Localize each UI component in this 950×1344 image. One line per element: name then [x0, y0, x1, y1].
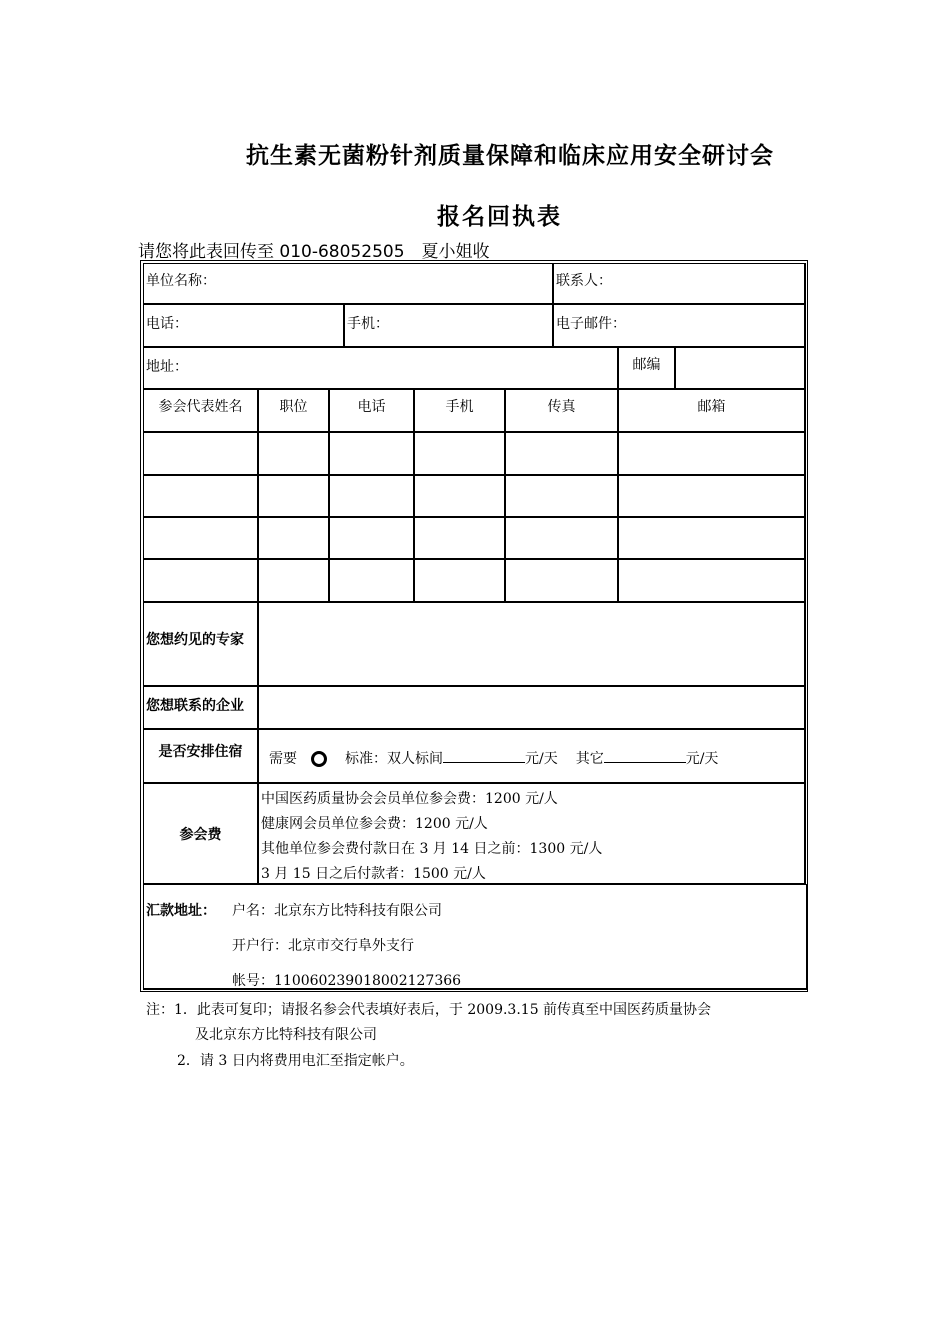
header-name: [143, 389, 259, 433]
header-mobile: [414, 389, 506, 433]
delegate-email-cell[interactable]: [618, 517, 806, 560]
postcode-label-cell: [618, 347, 676, 390]
remit-bank: 开户行：北京市交行阜外支行: [232, 938, 414, 954]
phone-field[interactable]: [143, 304, 345, 348]
mobile-field[interactable]: [344, 304, 554, 348]
experts-field[interactable]: [258, 602, 806, 687]
lodging-standard-text: 标准：双人标间: [345, 751, 443, 767]
delegate-phone-cell[interactable]: [329, 559, 415, 603]
delegate-fax-cell[interactable]: [505, 475, 619, 518]
delegate-email-cell[interactable]: [618, 559, 806, 603]
header-phone-text: 电话: [357, 399, 386, 415]
lodging-field: [258, 729, 806, 784]
header-mobile-text: 手机: [445, 399, 474, 415]
contact-person-field[interactable]: [553, 263, 806, 305]
mobile-label: 手机：: [347, 316, 389, 332]
phone-label: 电话：: [146, 316, 188, 332]
delegate-email-cell[interactable]: [618, 432, 806, 476]
postcode-label: 邮编: [632, 357, 661, 373]
experts-label: 您想约见的专家: [146, 632, 244, 648]
companies-field[interactable]: [258, 686, 806, 730]
address-label: 地址：: [146, 359, 188, 375]
lodging-need-text: 需要: [269, 751, 297, 767]
delegate-name-cell[interactable]: [143, 559, 259, 603]
email-label: 电子邮件：: [556, 316, 626, 332]
header-name-text: 参会代表姓名: [158, 399, 243, 415]
unit-name-field[interactable]: [143, 263, 554, 305]
fee-details: [258, 783, 806, 885]
email-field[interactable]: [553, 304, 806, 348]
delegate-position-cell[interactable]: [258, 475, 330, 518]
delegate-phone-cell[interactable]: [329, 475, 415, 518]
lodging-other-text: 其它: [575, 751, 604, 767]
contact-person-label: 联系人：: [556, 273, 612, 289]
remit-label: 汇款地址：: [146, 903, 216, 919]
note-line-2: 2．请 3 日内将费用电汇至指定帐户。: [177, 1053, 414, 1069]
remit-account-number: 帐号：110060239018002127366: [232, 973, 462, 989]
header-position: [258, 389, 330, 433]
fee-line-3: 其他单位参会费付款日在 3 月 14 日之前：1300 元/人: [261, 841, 603, 857]
experts-label-cell: [143, 602, 259, 687]
form-title: 抗生素无菌粉针剂质量保障和临床应用安全研讨会: [246, 142, 774, 169]
lodging-label: 是否安排住宿: [158, 744, 243, 760]
companies-label: 您想联系的企业: [146, 698, 244, 714]
header-fax-text: 传真: [547, 399, 576, 415]
fee-label: 参会费: [179, 826, 222, 843]
header-email: [618, 389, 806, 433]
unit-name-label: 单位名称：: [146, 273, 216, 289]
delegate-mobile-cell[interactable]: [414, 432, 506, 476]
delegate-mobile-cell[interactable]: [414, 559, 506, 603]
delegate-mobile-cell[interactable]: [414, 475, 506, 518]
lodging-unit2: 元/天: [685, 751, 719, 767]
header-fax: [505, 389, 619, 433]
delegate-position-cell[interactable]: [258, 517, 330, 560]
header-phone: [329, 389, 415, 433]
fee-line-2: 健康网会员单位参会费：1200 元/人: [261, 816, 488, 832]
postcode-field[interactable]: [675, 347, 806, 390]
delegate-name-cell[interactable]: [143, 517, 259, 560]
fee-line-1: 中国医药质量协会会员单位参会费：1200 元/人: [261, 791, 558, 807]
remit-cell: [143, 884, 807, 990]
radio-selected-icon[interactable]: [311, 751, 327, 767]
delegate-email-cell[interactable]: [618, 475, 806, 518]
lodging-unit1: 元/天: [525, 751, 558, 767]
delegate-position-cell[interactable]: [258, 559, 330, 603]
address-field[interactable]: [143, 347, 619, 390]
fax-notice: 请您将此表回传至 010-68052505 夏小姐收: [138, 242, 490, 262]
delegate-fax-cell[interactable]: [505, 432, 619, 476]
remit-account-name: 户名：北京东方比特科技有限公司: [232, 903, 442, 919]
note-line-1b: 及北京东方比特科技有限公司: [195, 1027, 377, 1043]
other-rate-blank[interactable]: [604, 748, 686, 763]
delegate-name-cell[interactable]: [143, 475, 259, 518]
delegate-phone-cell[interactable]: [329, 432, 415, 476]
delegate-name-cell[interactable]: [143, 432, 259, 476]
delegate-mobile-cell[interactable]: [414, 517, 506, 560]
companies-label-cell: [143, 686, 259, 730]
fee-label-cell: [143, 783, 259, 885]
delegate-position-cell[interactable]: [258, 432, 330, 476]
delegate-fax-cell[interactable]: [505, 559, 619, 603]
lodging-options: [269, 748, 718, 768]
header-position-text: 职位: [279, 399, 308, 415]
delegate-phone-cell[interactable]: [329, 517, 415, 560]
room-rate-blank[interactable]: [443, 748, 525, 763]
form-subtitle: 报名回执表: [437, 203, 562, 230]
delegate-fax-cell[interactable]: [505, 517, 619, 560]
fee-line-4: 3 月 15 日之后付款者：1500 元/人: [261, 866, 486, 882]
header-email-text: 邮箱: [697, 399, 726, 415]
lodging-label-cell: [143, 729, 259, 784]
note-line-1: 注：1．此表可复印；请报名参会代表填好表后，于 2009.3.15 前传真至中国医药质量协会: [146, 1002, 712, 1018]
